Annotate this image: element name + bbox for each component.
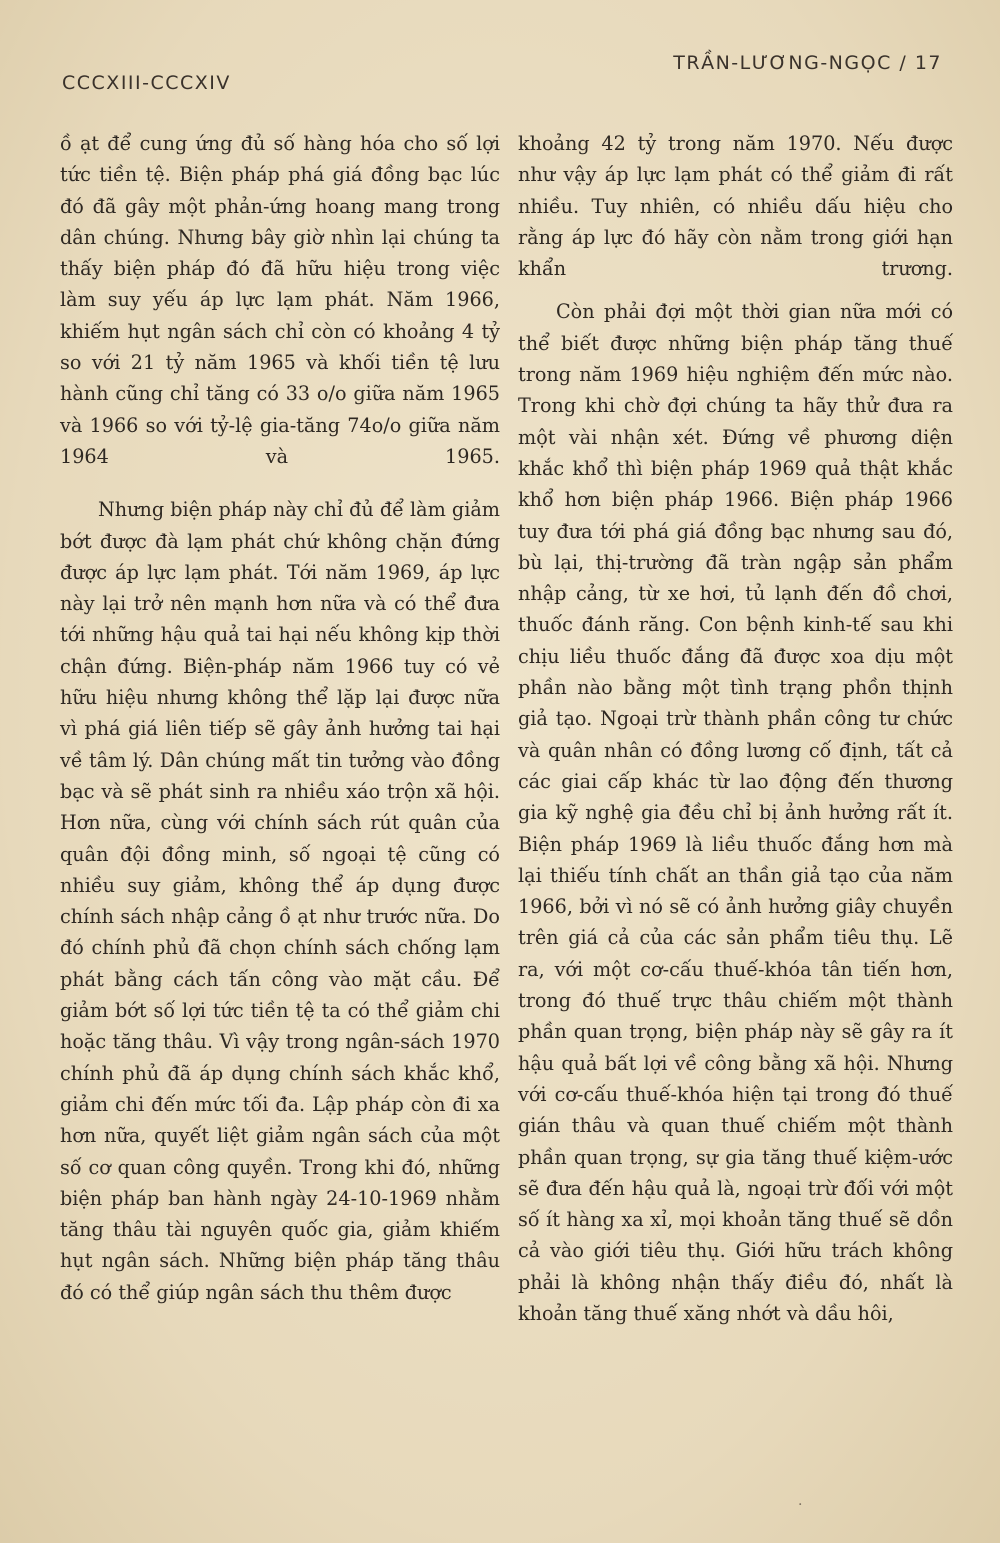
running-head-right: TRẦN-LƯƠNG-NGỌC / 17 [673, 52, 942, 74]
right-paragraph-2: Còn phải đợi một thời gian nữa mới có thể biết được những biện pháp tăng thuế trong năm 1969 hiệu nghiệm đến mức nào. Trong khi chờ đợi chúng ta hãy thử đưa ra một vài nhận xét. Đứng về phương diện khắc khổ thì biện pháp 1969 quả thật khắc khổ hơn biện pháp 1966. Biện pháp 1966 tuy đưa tới phá giá đồng bạc nhưng sau đó, bù lại, thị-trường đã tràn ngập sản phẩm nhập cảng, từ xe hơi, tủ lạnh đến đồ chơi, thuốc đánh răng. Con bệnh kinh-tế sau khi chịu liều thuốc đắng đã được xoa dịu một phần nào bằng một tình trạng phồn thịnh giả tạo. Ngoại trừ thành phần công tư chức và quân nhân có đồng lương cố định, tất cả các giai cấp khác từ lao động đến thương gia kỹ nghệ gia đều chỉ bị ảnh hưởng rất ít. Biện pháp 1969 là liều thuốc đắng hơn mà lại thiếu tính chất an thần giả tạo của năm 1966, bởi vì nó sẽ có ảnh hưởng giây chuyền trên giá cả của các sản phẩm tiêu thụ. Lẽ ra, với một cơ-cấu thuế-khóa tân tiến hơn, trong đó thuế trực thâu chiếm một thành phần quan trọng, biện pháp này sẽ gây ra ít hậu quả bất lợi về công bằng xã hội. Nhưng với cơ-cấu thuế-khóa hiện tại trong đó thuế gián thâu và quan thuế chiếm một thành phần quan trọng, sự gia tăng thuế kiệm-ước sẽ đưa đến hậu quả là, ngoại trừ đối với một số ít hàng xa xỉ, mọi khoản tăng thuế sẽ dồn cả vào giới tiêu thụ. Giới hữu trách không phải là không nhận thấy điều đó, nhất là khoản tăng thuế xăng nhớt và dầu hôi, [518, 300, 953, 1325]
left-paragraph-1: ồ ạt để cung ứng đủ số hàng hóa cho số lợi tức tiền tệ. Biện pháp phá giá đồng bạc lúc đó đã gây một phản-ứng hoang mang trong dân chúng. Nhưng bây giờ nhìn lại chúng ta thấy biện pháp đó đã hữu hiệu trong việc làm suy yếu áp lực lạm phát. Năm 1966, khiếm hụt ngân sách chỉ còn có khoảng 4 tỷ so với 21 tỷ năm 1965 và khối tiền tệ lưu hành cũng chỉ tăng có 33 o/o giữa năm 1965 và 1966 so với tỷ-lệ gia-tăng 74o/o giữa năm 1964 và 1965. [60, 132, 500, 468]
right-paragraph-1: khoảng 42 tỷ trong năm 1970. Nếu được như vậy áp lực lạm phát có thể giảm đi rất nhiều. Tuy nhiên, có nhiều dấu hiệu cho rằng áp lực đó hãy còn nằm trong giới hạn khẩn trương. [518, 132, 953, 281]
right-column [518, 128, 953, 1341]
page-speck: · [798, 1497, 803, 1513]
running-head-left: CCCXIII-CCCXIV [62, 72, 231, 94]
left-paragraph-2: Nhưng biện pháp này chỉ đủ để làm giảm bớt được đà lạm phát chứ không chặn đứng được áp lực lạm phát. Tới năm 1969, áp lực này lại trở nên mạnh hơn nữa và có thể đưa tới những hậu quả tai hại nếu không kịp thời chận đứng. Biện-pháp năm 1966 tuy có vẻ hữu hiệu nhưng không thể lặp lại được nữa vì phá giá liên tiếp sẽ gây ảnh hưởng tai hại về tâm lý. Dân chúng mất tin tưởng vào đồng bạc và sẽ phát sinh ra nhiều xáo trộn xã hội. Hơn nữa, cùng với chính sách rút quân của quân đội đồng minh, số ngoại tệ cũng có nhiều suy giảm, không thể áp dụng được chính sách nhập cảng ồ ạt như trước nữa. Do đó chính phủ đã chọn chính sách chống lạm phát bằng cách tấn công vào mặt cầu. Để giảm bớt số lợi tức tiền tệ ta có thể giảm chi hoặc tăng thâu. Vì vậy trong ngân-sách 1970 chính phủ đã áp dụng chính sách khắc khổ, giảm chi đến mức tối đa. Lập pháp còn đi xa hơn nữa, quyết liệt giảm ngân sách của một số cơ quan công quyền. Trong khi đó, những biện pháp ban hành ngày 24-10-1969 nhằm tăng thâu tài nguyên quốc gia, giảm khiếm hụt ngân sách. Những biện pháp tăng thâu đó có thể giúp ngân sách thu thêm được [60, 498, 500, 1304]
left-column [60, 128, 500, 1320]
